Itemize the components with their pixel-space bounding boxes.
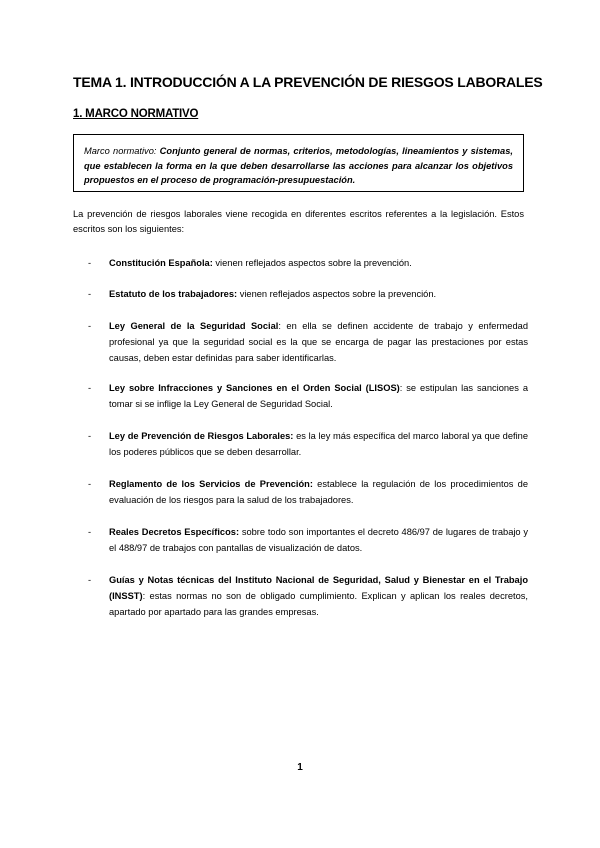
definition-label: Marco normativo: [84,146,157,156]
list-item [73,380,528,412]
list-item-term: Ley de Prevención de Riesgos Laborales: [109,431,294,441]
list-bullet: - [88,289,92,299]
list-item-desc: sobre todo son importantes el decreto 486/97 de lugares de trabajo y el 488/97 de trabajos con pantallas de visualización de datos. [109,527,529,553]
list-bullet: - [88,575,92,585]
page-title: TEMA 1. INTRODUCCIÓN A LA PREVENCIÓN DE RIESGOS LABORALES [73,74,543,90]
list-item-term: Estatuto de los trabajadores: [109,289,238,299]
list-bullet: - [88,258,92,268]
page-number: 1 [297,762,303,773]
definition-body: Conjunto general de normas, criterios, metodologías, lineamientos y sistemas, que establecen la forma en la que deben desarrollarse las acciones para alcanzar los objetivos propuestos en el proceso de programación-presupuestación. [84,146,513,185]
list-item-term: Reglamento de los Servicios de Prevención: [109,479,313,489]
list-item-desc: es la ley más específica del marco laboral ya que define los poderes públicos que se deben desarrollar. [109,431,528,457]
list-item [73,428,528,460]
list-item-desc: : en ella se definen accidente de trabajo y enfermedad profesional ya que la seguridad social es la que se encarga de pagar las prestaciones por estas causas, deben estar definidas para saber identificarlas. [109,321,528,363]
list-bullet: - [88,383,92,393]
list-item-term: Constitución Española: [109,258,213,268]
list-bullet: - [88,527,92,537]
list-item-text [109,428,528,460]
section-heading: 1. MARCO NORMATIVO [73,108,199,120]
list-item-term: Guías y Notas técnicas del Instituto Nacional de Seguridad, Salud y Bienestar en el Trabajo (INSST) [109,575,528,601]
list-item [73,572,528,620]
list-bullet: - [88,431,92,441]
list-item-text [109,380,528,412]
definition-text [84,144,513,188]
definition-box [73,134,524,192]
list-item-desc: vienen reflejados aspectos sobre la prevención. [237,289,437,299]
list-item-text [109,286,528,302]
list-item-desc: : se estipulan las sanciones a tomar si se inflige la Ley General de Seguridad Social. [109,383,528,409]
list-item-text [109,318,528,366]
list-item-text [109,476,528,508]
list-item-term: Ley General de la Seguridad Social [109,321,279,331]
list-item-term: Ley sobre Infracciones y Sanciones en el Orden Social (LISOS) [109,383,400,393]
list-item [73,318,528,366]
list-item [73,476,528,508]
list-item [73,524,528,556]
list-item [73,286,528,302]
list-item-text [109,524,528,556]
list-item [73,255,528,271]
intro-paragraph: La prevención de riesgos laborales viene recogida en diferentes escritos referentes a la legislación. Estos escritos son los siguientes: [73,209,524,234]
list-item-text [109,255,528,271]
list-item-text [109,572,528,620]
list-bullet: - [88,479,92,489]
list-bullet: - [88,321,92,331]
list-item-desc: vienen reflejados aspectos sobre la prevención. [212,258,412,268]
list-item-term: Reales Decretos Específicos: [109,527,240,537]
list-item-desc: : estas normas no son de obligado cumplimiento. Explican y aplican los reales decretos, apartado por apartado para las grandes empresas. [109,591,528,617]
list-item-desc: establece la regulación de los procedimientos de evaluación de los riesgos para la salud de los trabajadores. [109,479,528,505]
